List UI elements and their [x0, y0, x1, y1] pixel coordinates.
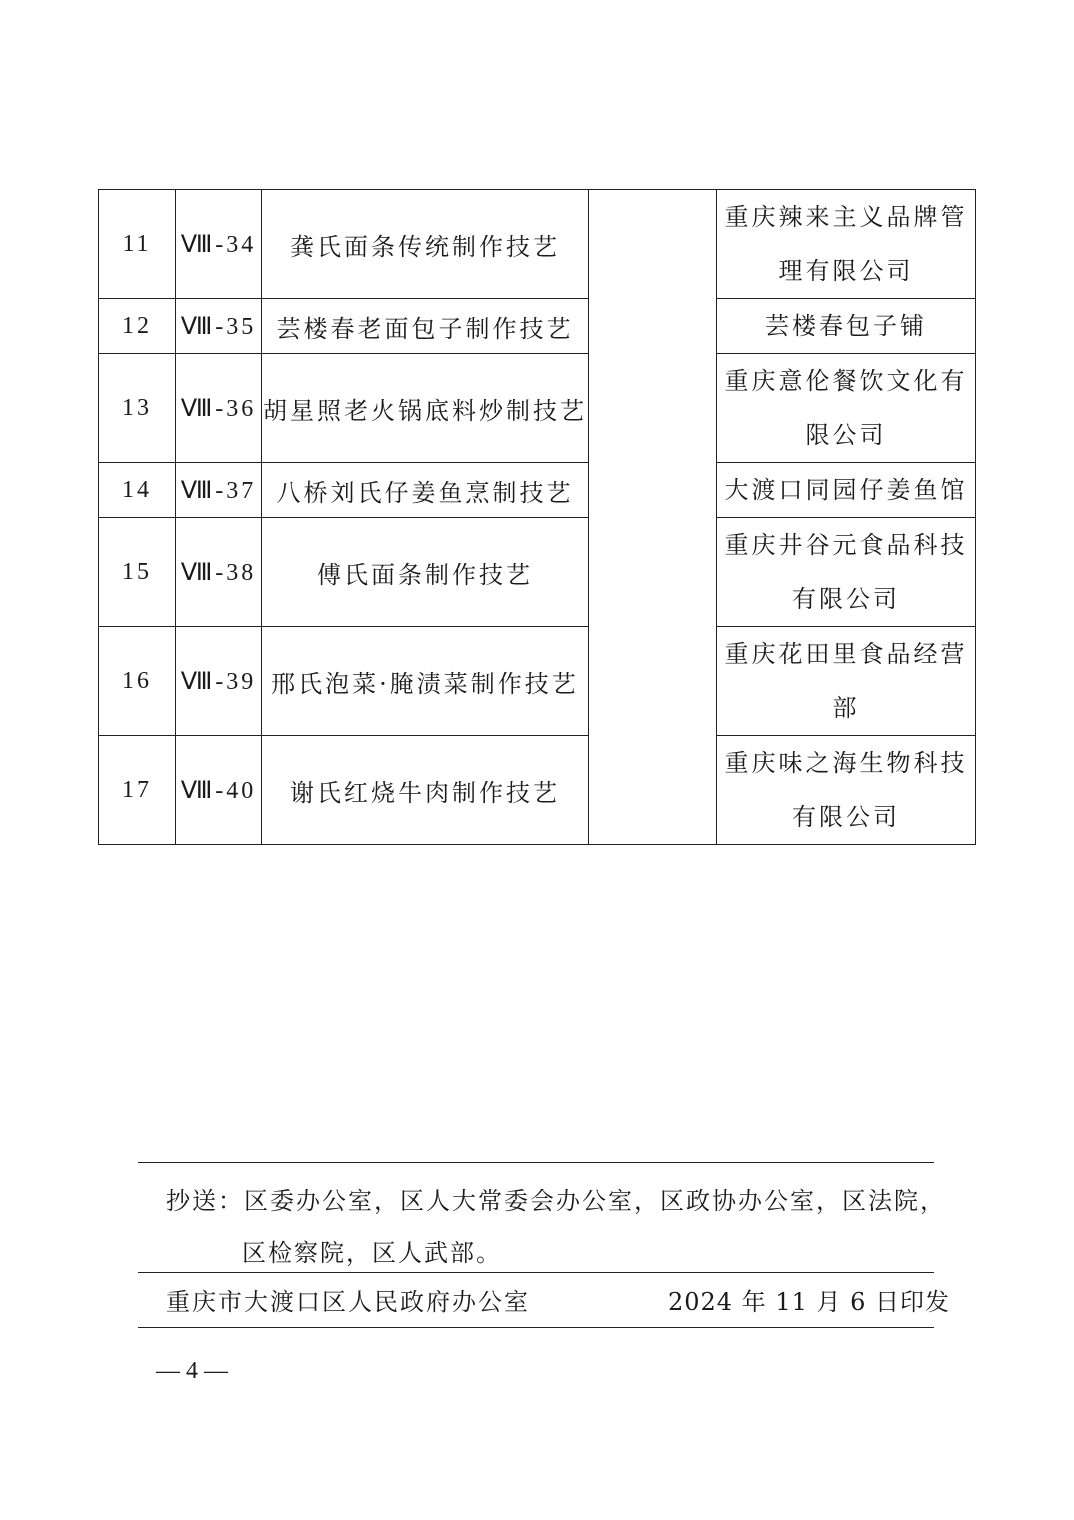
table-row — [99, 736, 976, 845]
row-number: 12 — [99, 299, 176, 354]
protection-unit-line: 有限公司 — [792, 585, 900, 613]
protection-unit-line: 有限公司 — [792, 803, 900, 831]
row-number: 16 — [99, 627, 176, 736]
protection-unit-line: 芸楼春包子铺 — [765, 312, 927, 340]
protection-unit — [717, 627, 976, 736]
protection-unit-line: 重庆意伦餐饮文化有 — [724, 367, 968, 395]
item-code: Ⅷ-40 — [176, 736, 262, 845]
footer-rule-bottom — [138, 1327, 934, 1328]
table-row — [99, 299, 976, 354]
table-row — [99, 627, 976, 736]
protection-unit-line: 限公司 — [805, 421, 887, 449]
merged-cell — [589, 190, 717, 845]
item-name: 八桥刘氏仔姜鱼烹制技艺 — [262, 463, 589, 518]
row-number: 11 — [99, 190, 176, 299]
protection-unit — [717, 190, 976, 299]
protection-unit-line: 重庆味之海生物科技 — [724, 749, 968, 777]
protection-unit-line: 重庆井谷元食品科技 — [724, 531, 968, 559]
table-row — [99, 190, 976, 299]
table-row — [99, 354, 976, 463]
item-name: 胡星照老火锅底料炒制技艺 — [262, 354, 589, 463]
item-name: 邢氏泡菜·腌渍菜制作技艺 — [262, 627, 589, 736]
heritage-items-table — [98, 189, 976, 845]
row-number: 14 — [99, 463, 176, 518]
item-code: Ⅷ-38 — [176, 518, 262, 627]
protection-unit-line: 理有限公司 — [778, 257, 914, 285]
cc-line-1: 抄送：区委办公室，区人大常委会办公室，区政协办公室，区法院， — [166, 1187, 946, 1215]
protection-unit — [717, 354, 976, 463]
row-number: 15 — [99, 518, 176, 627]
item-code: Ⅷ-36 — [176, 354, 262, 463]
item-name: 谢氏红烧牛肉制作技艺 — [262, 736, 589, 845]
protection-unit-line: 大渡口同园仔姜鱼馆 — [724, 476, 968, 504]
protection-unit-line: 重庆花田里食品经营 — [724, 640, 968, 668]
protection-unit-line: 部 — [832, 694, 860, 722]
protection-unit — [717, 736, 976, 845]
row-number: 17 — [99, 736, 176, 845]
footer-rule-top — [138, 1162, 934, 1163]
cc-list — [166, 1175, 946, 1279]
footer-rule-middle — [138, 1272, 934, 1273]
protection-unit — [717, 518, 976, 627]
page-number: — 4 — — [156, 1358, 228, 1384]
table-row — [99, 463, 976, 518]
item-name: 傅氏面条制作技艺 — [262, 518, 589, 627]
item-code: Ⅷ-37 — [176, 463, 262, 518]
issuer: 重庆市大渡口区人民政府办公室 — [166, 1288, 530, 1316]
item-code: Ⅷ-39 — [176, 627, 262, 736]
table-row — [99, 518, 976, 627]
item-code: Ⅷ-34 — [176, 190, 262, 299]
item-name: 龚氏面条传统制作技艺 — [262, 190, 589, 299]
issue-date: 2024 年 11 月 6 日印发 — [668, 1288, 951, 1316]
row-number: 13 — [99, 354, 176, 463]
protection-unit-line: 重庆辣来主义品牌管 — [724, 203, 968, 231]
protection-unit — [717, 299, 976, 354]
item-code: Ⅷ-35 — [176, 299, 262, 354]
protection-unit — [717, 463, 976, 518]
cc-line-2: 区检察院，区人武部。 — [242, 1239, 502, 1267]
item-name: 芸楼春老面包子制作技艺 — [262, 299, 589, 354]
